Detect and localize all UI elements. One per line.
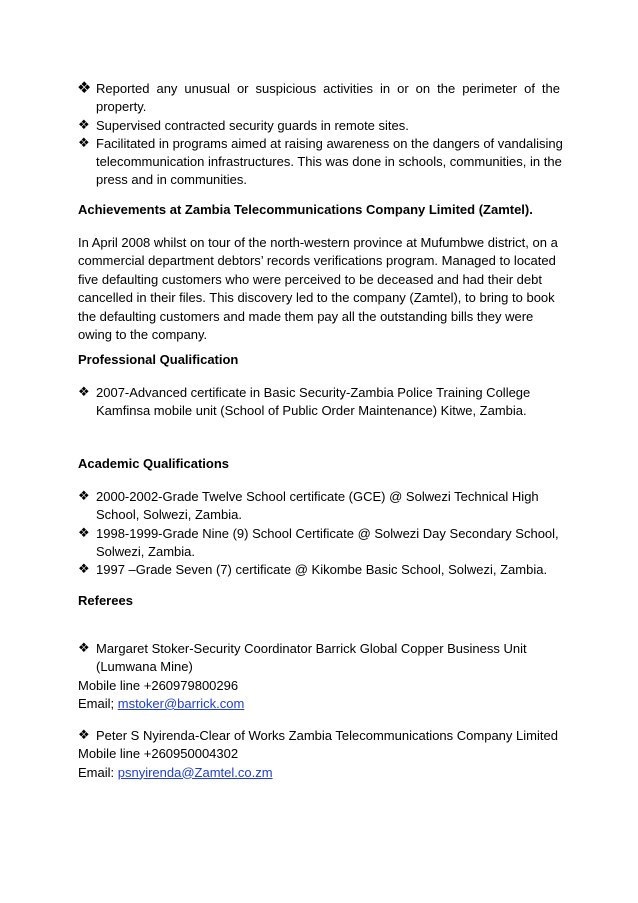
professional-qualification-heading: Professional Qualification bbox=[78, 352, 239, 367]
list-item: ❖ Reported any unusual or suspicious activities in or on the perimeter of the property. bbox=[77, 78, 560, 115]
diamond-bullet-icon: ❖ bbox=[77, 78, 92, 97]
referee-entry bbox=[78, 727, 568, 782]
referee-name: ❖ Peter S Nyirenda-Clear of Works Zambia Telecommunications Company Limited bbox=[78, 727, 568, 745]
referee-email-line bbox=[78, 764, 568, 782]
list-item: ❖ Facilitated in programs aimed at raising awareness on the dangers of vandalising telecommunication infrastructures. This was done in schools, communities, in the press and in communities. bbox=[78, 135, 563, 188]
email-link[interactable]: psnyirenda@Zamtel.co.zm bbox=[117, 764, 273, 780]
diamond-bullet-icon: ❖ bbox=[78, 489, 90, 504]
diamond-bullet-icon: ❖ bbox=[78, 562, 90, 578]
diamond-bullet-icon: ❖ bbox=[78, 135, 90, 151]
diamond-bullet-icon: ❖ bbox=[78, 117, 90, 133]
duties-list bbox=[77, 78, 563, 190]
diamond-bullet-icon: ❖ bbox=[78, 728, 90, 743]
referee-mobile: Mobile line +260979800296 bbox=[78, 677, 239, 693]
referee-mobile: Mobile line +260950004302 bbox=[78, 746, 239, 762]
list-item: ❖ 2007-Advanced certificate in Basic Security-Zambia Police Training College Kamfinsa mobile unit (School of Public Order Maintenance) Kitwe, Zambia. bbox=[78, 385, 531, 419]
list-item: ❖ 2000-2002-Grade Twelve School certificate (GCE) @ Solwezi Technical High School, Solwezi, Zambia. bbox=[78, 489, 539, 523]
academic-qualifications-heading: Academic Qualifications bbox=[78, 456, 229, 471]
list-item: ❖ Supervised contracted security guards in remote sites. bbox=[78, 117, 560, 135]
email-label: Email: bbox=[78, 764, 118, 780]
achievements-heading: Achievements at Zambia Telecommunications Company Limited (Zamtel). bbox=[78, 202, 533, 217]
professional-list bbox=[78, 384, 560, 421]
referee-email-line bbox=[78, 695, 568, 713]
referees-heading: Referees bbox=[78, 593, 133, 608]
referee-entry bbox=[78, 640, 568, 713]
diamond-bullet-icon: ❖ bbox=[78, 641, 90, 656]
list-item: ❖ 1998-1999-Grade Nine (9) School Certificate @ Solwezi Day Secondary School, Solwezi, Zambia. bbox=[78, 525, 559, 559]
diamond-bullet-icon: ❖ bbox=[78, 385, 90, 400]
email-label: Email; bbox=[78, 695, 118, 711]
list-item: ❖ 1997 –Grade Seven (7) certificate @ Kikombe Basic School, Solwezi, Zambia. bbox=[78, 561, 560, 579]
achievements-paragraph: In April 2008 whilst on tour of the north-western province at Mufumbwe district, on a commercial department debtors’ records verifications program. Managed to located five defaulting customers who were perceived to be deceased and had their debt cancelled in their files. This discovery led to the company (Zamtel), to bring to book the defaulting customers and made them pay all the outstanding bills they were owing to the company. bbox=[78, 235, 558, 343]
email-link[interactable]: mstoker@barrick.com bbox=[117, 695, 245, 711]
referee-name: ❖ Margaret Stoker-Security Coordinator Barrick Global Copper Business Unit (Lumwana Mine) bbox=[78, 641, 527, 675]
diamond-bullet-icon: ❖ bbox=[78, 525, 90, 541]
academic-list bbox=[78, 488, 560, 579]
